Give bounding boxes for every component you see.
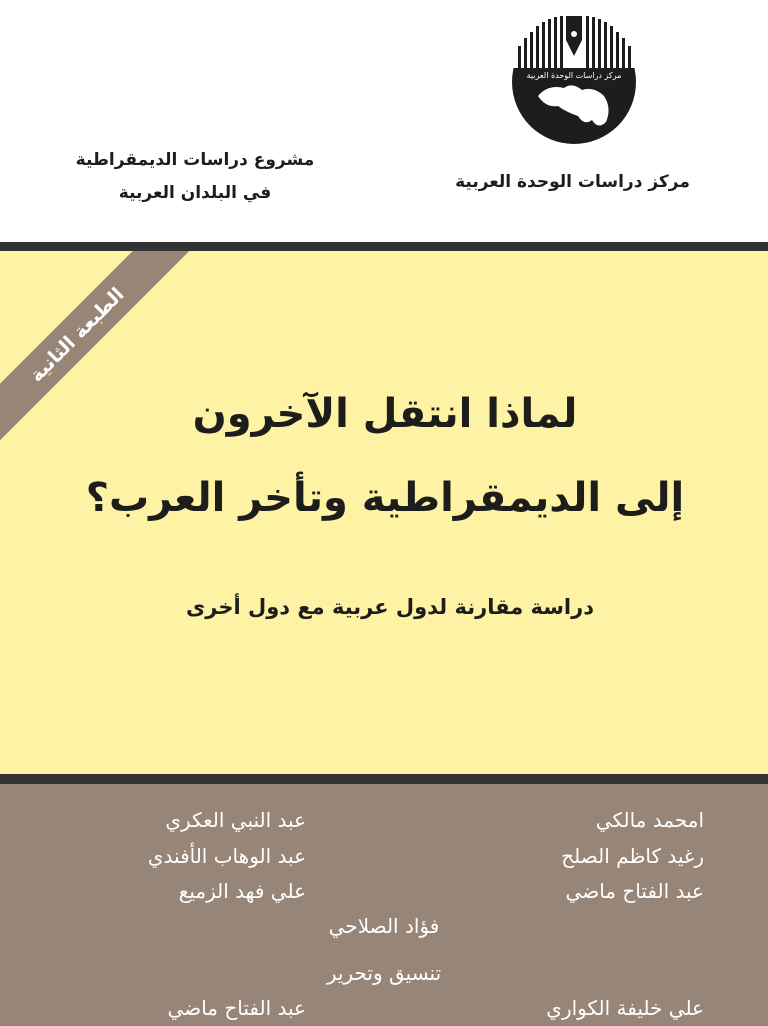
book-title-line-2: إلى الديمقراطية وتأخر العرب؟	[85, 475, 685, 521]
author-right-1: امحمد مالكي	[595, 808, 704, 832]
project-line-2: في البلدان العربية	[118, 183, 272, 203]
author-right-3: عبد الفتاح ماضي	[565, 879, 704, 903]
project-line-1: مشروع دراسات الديمقراطية	[75, 150, 315, 170]
authors-panel	[0, 784, 768, 1026]
svg-text:مركز دراسات الوحدة العربية: مركز دراسات الوحدة العربية	[526, 71, 622, 80]
header-area	[0, 0, 768, 242]
editor-left: عبد الفتاح ماضي	[167, 996, 306, 1020]
publisher-name: مركز دراسات الوحدة العربية	[455, 172, 690, 192]
author-centered: فؤاد الصلاحي	[328, 914, 440, 938]
project-name	[60, 144, 330, 210]
title-panel	[0, 251, 768, 774]
book-subtitle: دراسة مقارنة لدول عربية مع دول أخرى	[186, 595, 594, 619]
top-divider	[0, 242, 768, 251]
editor-right: علي خليفة الكواري	[546, 996, 704, 1020]
author-left-2: عبد الوهاب الأفندي	[147, 844, 306, 868]
edition-label: الطبعة الثانية	[25, 283, 129, 387]
bottom-divider	[0, 774, 768, 784]
editors-label: تنسيق وتحرير	[326, 961, 442, 985]
book-title-line-1: لماذا انتقل الآخرون	[192, 391, 578, 437]
author-left-1: عبد النبي العكري	[165, 808, 306, 832]
author-right-2: رغيد كاظم الصلح	[561, 844, 704, 868]
author-left-3: علي فهد الزميع	[178, 879, 306, 903]
publisher-logo-icon	[508, 12, 640, 146]
